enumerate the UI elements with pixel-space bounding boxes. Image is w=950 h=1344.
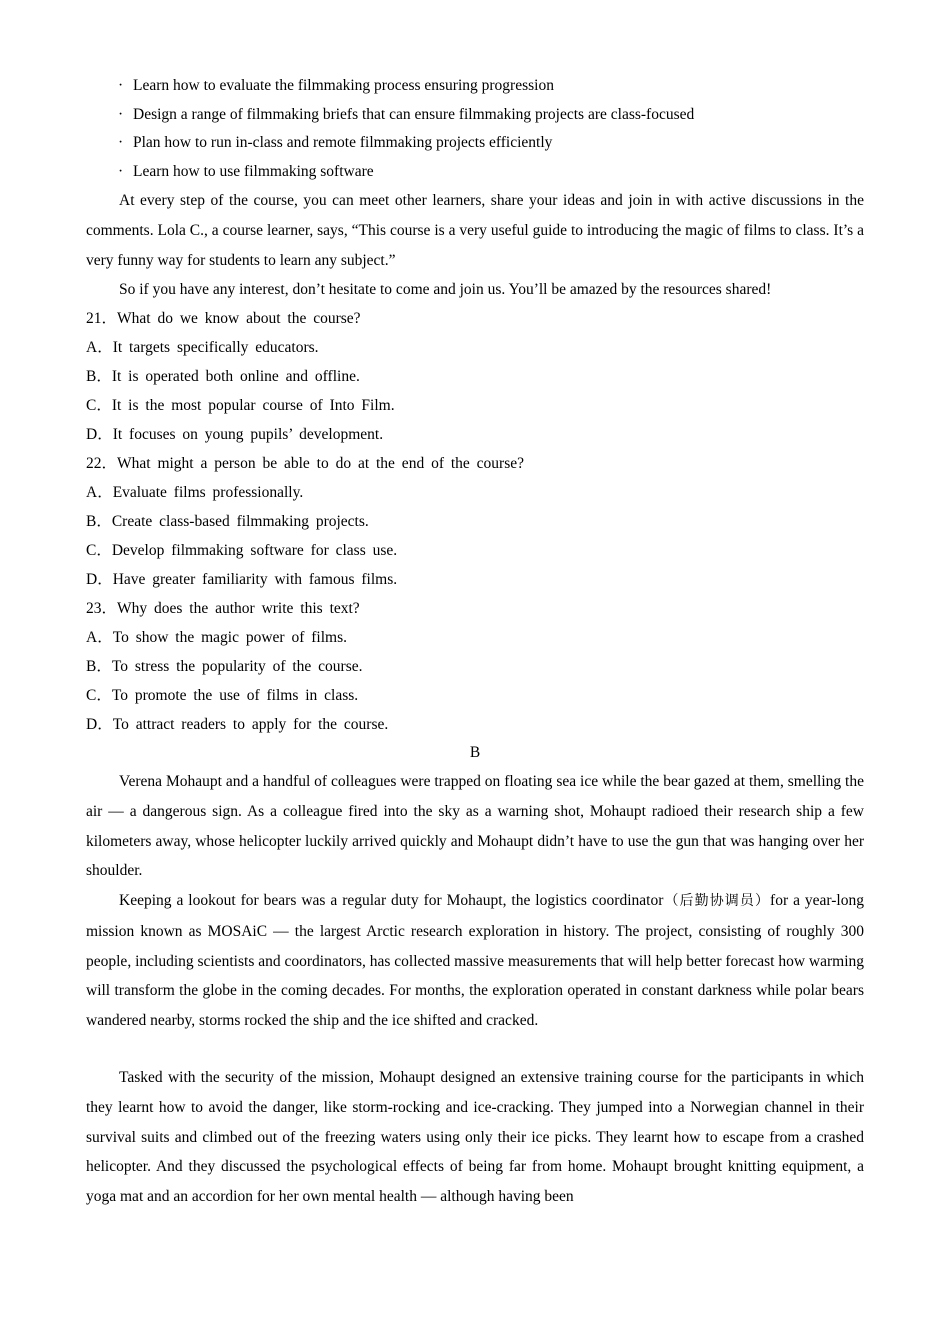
bullet-text: Plan how to run in-class and remote filmmaking projects efficiently (133, 134, 553, 152)
question-21-option-d: D．It focuses on young pupils’ development. (86, 426, 384, 443)
bullet-dot: · (118, 77, 124, 94)
question-22-option-d: D．Have greater familiarity with famous films. (86, 571, 398, 588)
question-23-option-a: A．To show the magic power of films. (86, 629, 347, 646)
question-22-option-b: B．Create class-based filmmaking projects. (86, 513, 369, 530)
paragraph-discussions: At every step of the course, you can meet other learners, share your ideas and join in with active discussions in the comments. Lola C., a course learner, says, “This course is a very useful guide to introducing the magic of films to class. It’s a very funny way for students to learn any subject.” (86, 192, 864, 269)
question-22-option-c: C．Develop filmmaking software for class use. (86, 542, 398, 559)
list-item (118, 131, 694, 160)
bullet-text: Learn how to evaluate the filmmaking process ensuring progression (133, 77, 554, 94)
question-23-option-c: C．To promote the use of films in class. (86, 687, 359, 704)
bullet-text: Design a range of filmmaking briefs that can ensure filmmaking projects are class-focused (133, 105, 695, 123)
paragraph-invitation: So if you have any interest, don’t hesitate to come and join us. You’ll be amazed by the resources shared! (119, 281, 772, 298)
bullet-text: Learn how to use filmmaking software (133, 163, 374, 181)
list-item (118, 160, 694, 189)
question-21-option-c: C．It is the most popular course of Into Film. (86, 397, 395, 414)
question-23-stem: 23．Why does the author write this text? (86, 600, 360, 617)
section-heading-b: B (469, 744, 481, 761)
question-21-option-a: A．It targets specifically educators. (86, 339, 319, 356)
question-21-stem: 21．What do we know about the course? (86, 310, 361, 327)
passage-b-paragraph-1: Verena Mohaupt and a handful of colleagues were trapped on floating sea ice while the bear gazed at them, smelling the air — a dangerous sign. As a colleague fired into the sky as a warning shot, Mohaupt radioed their research ship a few kilometers away, whose helicopter luckily arrived quickly and Mohaupt didn’t have to use the gun that was hanging over her shoulder. (86, 773, 864, 880)
list-item (118, 103, 694, 132)
passage-b-paragraph-2 (86, 886, 864, 1036)
question-23-option-d: D．To attract readers to apply for the course. (86, 716, 389, 733)
bullet-dot: · (118, 134, 124, 152)
passage-b-paragraph-3: Tasked with the security of the mission, Mohaupt designed an extensive training course for the participants in which they learnt how to avoid the danger, like storm-rocking and ice-cracking. They jumped into a Norwegian channel in their survival suits and climbed out of the freezing waters using only their ice picks. They learnt how to escape from a crashed helicopter. And they discussed the psychological effects of being far from home. Mohaupt brought knitting equipment, a yoga mat and an accordion for her own mental health — although having been (86, 1069, 864, 1206)
question-22-option-a: A．Evaluate films professionally. (86, 484, 304, 501)
course-benefits-list (118, 74, 694, 189)
bullet-dot: · (118, 163, 124, 181)
question-block (86, 307, 524, 742)
paragraph-text: Keeping a lookout for bears was a regular duty for Mohaupt, the logistics coordinator (119, 892, 664, 909)
question-21-option-b: B．It is operated both online and offline. (86, 368, 360, 385)
chinese-annotation: （后勤协调员） (663, 893, 771, 909)
question-23-option-b: B．To stress the popularity of the course. (86, 658, 363, 675)
bullet-dot: · (118, 105, 124, 123)
list-item (118, 74, 694, 103)
question-22-stem: 22．What might a person be able to do at the end of the course? (86, 455, 524, 472)
paragraph-text: for a year-long mission known as MOSAiC — the largest Arctic research exploration in history. The project, consisting of roughly 300 people, including scientists and coordinators, has collected massive measurements that will help better forecast how warming will transform the globe in the coming decades. For months, the exploration operated in constant darkness while polar bears wandered nearby, storms rocked the ship and the ice shifted and cracked. (86, 892, 864, 1030)
